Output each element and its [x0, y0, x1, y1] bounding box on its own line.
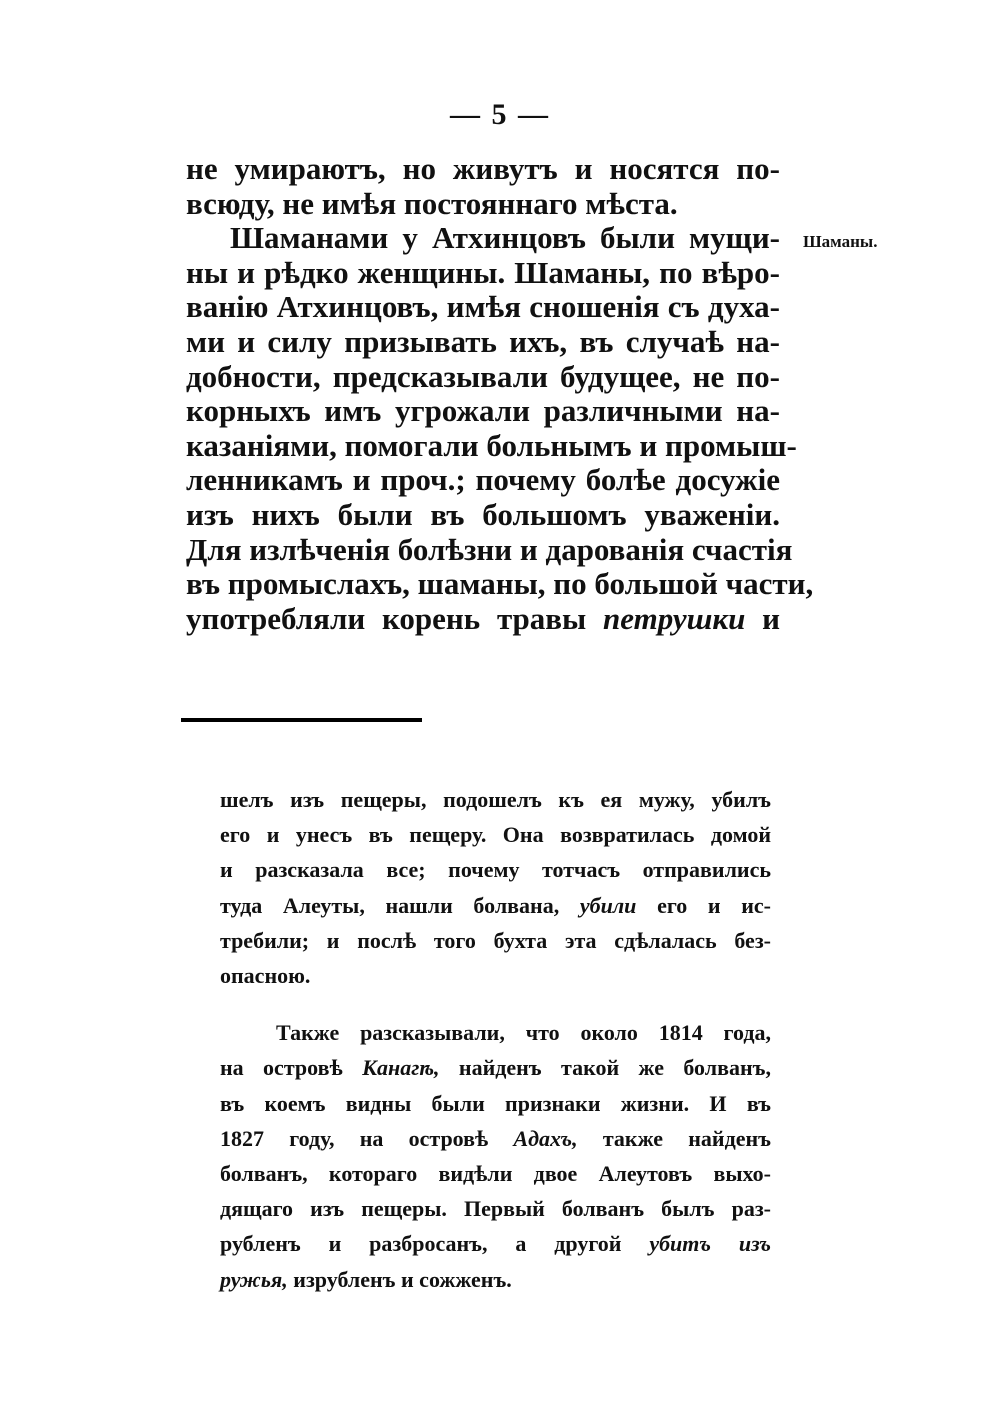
text-line: корныхъ имъ угрожали различными на-	[186, 393, 780, 429]
text-line: ленникамъ и проч.; почему болѣе досужіе	[186, 462, 780, 498]
page-number: — 5 —	[450, 98, 550, 131]
italic-word: Адахъ,	[513, 1125, 578, 1151]
text-fragment: его и ис-	[657, 892, 772, 918]
footnote-line: въ коемъ видны были признаки жизни. И въ	[220, 1090, 771, 1116]
text-line	[186, 602, 780, 637]
text-line: въ промыслахъ, шаманы, по большой части,	[186, 566, 814, 602]
footnote-line: требили; и послѣ того бухта эта сдѣлалась без-	[220, 927, 771, 953]
text-fragment: изрубленъ и сожженъ.	[293, 1266, 512, 1292]
text-line: ны и рѣдко женщины. Шаманы, по вѣро-	[186, 254, 780, 290]
italic-word: ружья,	[220, 1266, 288, 1292]
footnote-line	[220, 1050, 771, 1085]
text-line: казаніями, помогали больнымъ и промыш-	[186, 427, 797, 463]
text-fragment: и	[762, 600, 781, 636]
italic-word: петрушки	[603, 600, 746, 636]
italic-word: Канагѣ,	[362, 1055, 440, 1081]
text-line: ванію Атхинцовъ, имѣя сношенія съ духа-	[186, 289, 780, 325]
text-fragment: на островѣ	[220, 1055, 343, 1081]
footnote-line	[220, 1121, 771, 1156]
footnote-line: дящаго изъ пещеры. Первый болванъ былъ раз-	[220, 1196, 771, 1222]
footnote-line	[220, 1262, 771, 1297]
text-fragment: также найденъ	[602, 1125, 771, 1151]
text-line: ми и силу призывать ихъ, въ случаѣ на-	[186, 323, 780, 359]
text-fragment: найденъ такой же болванъ,	[458, 1055, 771, 1081]
footnote-line: болванъ, котораго видѣли двое Алеутовъ выхо-	[220, 1161, 771, 1187]
footnote-rule	[181, 718, 422, 722]
main-text	[186, 151, 814, 636]
italic-word: убитъ изъ	[649, 1231, 771, 1257]
text-line: Для излѣченія болѣзни и дарованія счастія	[186, 531, 793, 567]
footnote-line: Также разсказывали, что около 1814 года,	[276, 1020, 771, 1046]
italic-word: убили	[579, 892, 637, 918]
text-line: Шаманами у Атхинцовъ были мущи-	[230, 220, 780, 256]
text-line: добности, предсказывали будущее, не по-	[186, 358, 780, 394]
text-fragment: рубленъ и разбросанъ, а другой	[220, 1231, 622, 1257]
footnote-line: шелъ изъ пещеры, подошелъ къ ея мужу, убилъ	[220, 787, 771, 812]
text-line: изъ нихъ были въ большомъ уваженіи.	[186, 496, 780, 532]
footnote-line: его и унесъ въ пещеру. Она возвратилась домой	[220, 822, 771, 848]
footnote-line: и разсказала все; почему тотчасъ отправились	[220, 857, 771, 883]
text-line: не умираютъ, но живутъ и носятся по-	[186, 151, 780, 186]
text-line: всюду, не имѣя постояннаго мѣста.	[186, 185, 678, 221]
footnote-line	[220, 1226, 771, 1261]
footnote-line: опасною.	[220, 963, 311, 989]
footnote-line	[220, 888, 771, 923]
paragraph-gap	[220, 993, 771, 1015]
footnote	[220, 782, 771, 1297]
text-fragment: употребляли корень травы	[186, 600, 587, 636]
text-fragment: туда Алеуты, нашли болвана,	[220, 892, 560, 918]
margin-note: Шаманы.	[803, 232, 878, 251]
text-fragment: 1827 году, на островѣ	[220, 1125, 489, 1151]
